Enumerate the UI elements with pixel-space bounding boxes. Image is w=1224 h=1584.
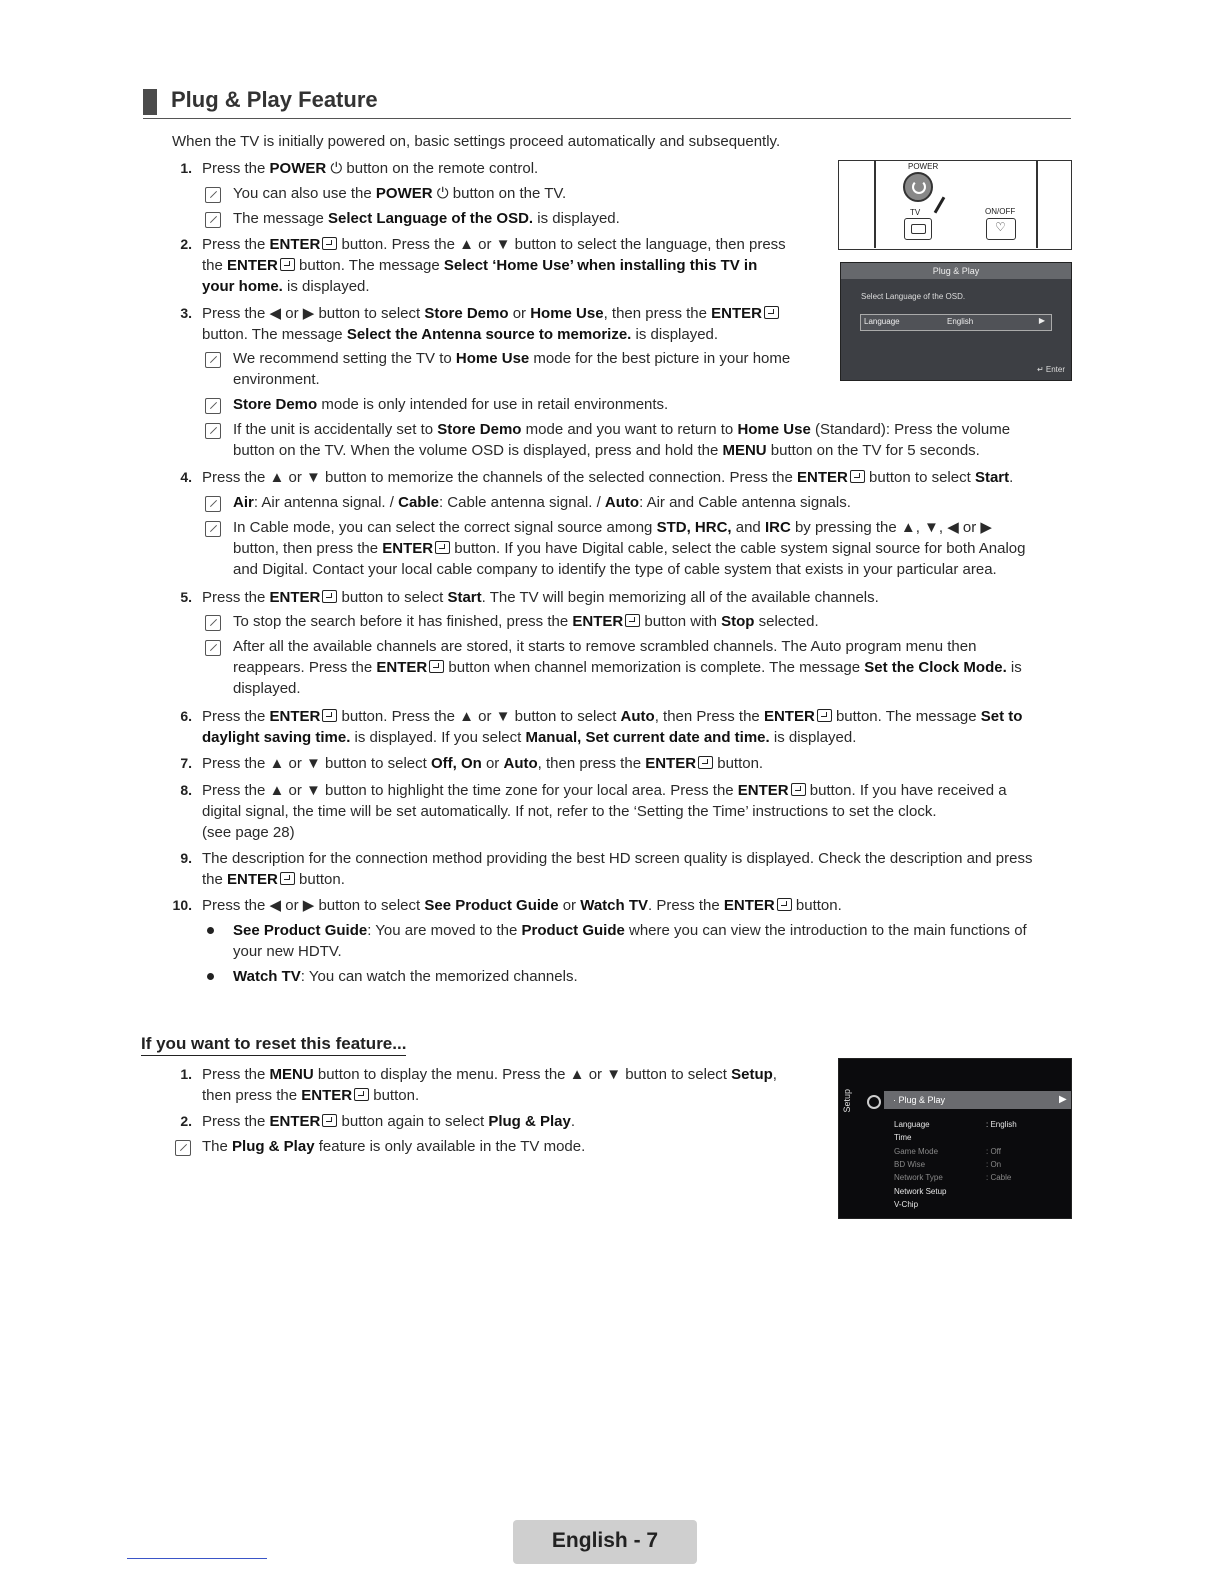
osd-side-label: Setup — [842, 1089, 852, 1113]
remote-illustration — [838, 160, 1072, 250]
enter-icon — [354, 1088, 369, 1101]
enter-icon — [322, 1114, 337, 1127]
enter-icon — [280, 872, 295, 885]
enter-icon — [777, 898, 792, 911]
enter-icon — [698, 756, 713, 769]
footer-rule — [127, 1558, 267, 1559]
pointer-arrow-icon — [934, 196, 946, 213]
osd-menu-item: Network Type — [894, 1173, 943, 1182]
note-3a: We recommend setting the TV to Home Use mode for the best picture in your home environment. — [233, 350, 791, 388]
enter-icon — [435, 541, 450, 554]
chevron-right-icon: ▶ — [1059, 1094, 1067, 1105]
step-number: 6. — [180, 708, 192, 724]
note-4b: In Cable mode, you can select the correct signal source among STD, HRC, and IRC by pressing the ▲, ▼, ◀ or ▶ button, then press the ENTER button. If you have Digital cable, select the cable system signal source for both Analog and Digital. Contact your local cable company to identify the type of cable system that exists in your particular area. — [233, 519, 1026, 578]
note-icon — [205, 521, 221, 537]
step-number: 7. — [180, 755, 192, 771]
note-1a: You can also use the POWER ⏻ button on the TV. — [233, 185, 567, 202]
enter-icon — [322, 237, 337, 250]
page-title: Plug & Play Feature — [171, 87, 378, 112]
osd-language-row — [860, 314, 1052, 331]
section-title-bar — [143, 87, 1071, 119]
step-9: The description for the connection method providing the best HD screen quality is displayed. Check the description and press the ENTER button. — [202, 850, 1033, 888]
osd-menu-item: Time — [894, 1133, 912, 1142]
osd-plug-and-play — [840, 262, 1072, 381]
enter-icon — [791, 783, 806, 796]
note-icon — [205, 496, 221, 512]
step-number: 9. — [180, 850, 192, 866]
page-number: English - 7 — [551, 1529, 659, 1552]
note-icon — [205, 423, 221, 439]
osd-menu-value: : Off — [986, 1147, 1001, 1156]
osd-setup-menu — [838, 1058, 1072, 1219]
enter-icon — [817, 709, 832, 722]
enter-icon — [322, 709, 337, 722]
osd-row-value: English — [947, 317, 974, 326]
step-8: Press the ▲ or ▼ button to highlight the time zone for your local area. Press the ENTER button. If you have received a digital signal, the time will be set automatically. If not, refer to the ‘Setting the Time’ instructions to set the clock. (see page 28) — [202, 782, 1007, 841]
bullet-watch-tv: Watch TV: You can watch the memorized channels. — [233, 968, 578, 985]
chevron-right-icon: ▶ — [1038, 316, 1045, 325]
step-1: Press the POWER ⏻ button on the remote control. — [202, 160, 539, 177]
remote-body — [874, 160, 1038, 248]
tv-button-icon — [904, 218, 932, 240]
step-2: Press the ENTER button. Press the ▲ or ▼ button to select the language, then press the ENTER button. The message Select ‘Home Use’ when installing this TV in your home. is displayed. — [202, 236, 786, 295]
osd-menu-item: V-Chip — [894, 1200, 919, 1209]
reset-heading: If you want to reset this feature... — [141, 1034, 406, 1056]
step-number: 5. — [180, 589, 192, 605]
step-number: 8. — [180, 782, 192, 798]
osd-menu-item: Game Mode — [894, 1147, 939, 1156]
step-3: Press the ◀ or ▶ button to select Store Demo or Home Use, then press the ENTER button. The message Select the Antenna source to memorize. is displayed. — [202, 303, 832, 345]
onoff-button-icon — [986, 218, 1016, 240]
reset-step-2: Press the ENTER button again to select Plug & Play. — [202, 1113, 576, 1130]
note-icon — [205, 398, 221, 414]
bullet — [207, 973, 214, 980]
note-icon — [205, 640, 221, 656]
osd-menu-item: BD Wise — [894, 1160, 926, 1169]
page-footer — [513, 1520, 697, 1564]
enter-icon — [764, 306, 779, 319]
osd-menu-item: Language — [894, 1120, 930, 1129]
intro-text: When the TV is initially powered on, basic settings proceed automatically and subsequently. — [172, 133, 781, 150]
enter-icon — [322, 590, 337, 603]
reset-note: The Plug & Play feature is only available in the TV mode. — [202, 1138, 586, 1155]
step-number: 2. — [180, 236, 192, 252]
step-7: Press the ▲ or ▼ button to select Off, On or Auto, then press the ENTER button. — [202, 755, 764, 772]
enter-icon — [625, 614, 640, 627]
tv-label: TV — [910, 208, 921, 217]
step-number: 2. — [180, 1113, 192, 1129]
power-button-icon — [903, 172, 933, 202]
step-number: 3. — [180, 305, 192, 321]
step-10: Press the ◀ or ▶ button to select See Product Guide or Watch TV. Press the ENTER button. — [202, 897, 842, 914]
note-3b: Store Demo mode is only intended for use in retail environments. — [233, 396, 669, 413]
osd-title: Plug & Play — [841, 263, 1071, 279]
osd-enter-hint: ↵ Enter — [1036, 365, 1065, 374]
note-icon — [205, 615, 221, 631]
note-5a: To stop the search before it has finished, press the ENTER button with Stop selected. — [233, 613, 819, 630]
onoff-label: ON/OFF — [985, 207, 1016, 216]
osd-menu-value: : On — [986, 1160, 1002, 1169]
gear-icon — [867, 1095, 881, 1109]
osd-message: Select Language of the OSD. — [861, 292, 966, 301]
note-3c: If the unit is accidentally set to Store Demo mode and you want to return to Home Use (Standard): Press the volume button on the TV. When the volume OSD is displayed, press and hold the MENU button on the TV for 5 seconds. — [233, 421, 1011, 459]
note-icon — [175, 1140, 191, 1156]
reset-step-1: Press the MENU button to display the menu. Press the ▲ or ▼ button to select Setup, then press the ENTER button. — [202, 1066, 777, 1104]
osd-row-label: Language — [864, 317, 900, 326]
osd-menu-value: : Cable — [986, 1173, 1012, 1182]
step-number: 4. — [180, 469, 192, 485]
step-5: Press the ENTER button to select Start. The TV will begin memorizing all of the available channels. — [202, 589, 879, 606]
step-number: 1. — [180, 160, 192, 176]
note-1b: The message Select Language of the OSD. is displayed. — [233, 210, 620, 227]
title-marker — [143, 89, 157, 115]
enter-icon — [280, 258, 295, 271]
enter-icon — [850, 470, 865, 483]
note-icon — [205, 352, 221, 368]
note-4a: Air: Air antenna signal. / Cable: Cable antenna signal. / Auto: Air and Cable antenna signals. — [233, 494, 851, 511]
step-6: Press the ENTER button. Press the ▲ or ▼ button to select Auto, then Press the ENTER button. The message Set to daylight saving time. is displayed. If you select Manual, Set current date and time. is displayed. — [202, 708, 1023, 746]
step-number: 1. — [180, 1066, 192, 1082]
note-icon — [205, 187, 221, 203]
osd-menu-value: : English — [986, 1120, 1017, 1129]
note-icon — [205, 212, 221, 228]
bullet — [207, 927, 214, 934]
bullet-see-product-guide: See Product Guide: You are moved to the Product Guide where you can view the introduction to the main functions of your new HDTV. — [233, 922, 1027, 960]
osd-highlight-text: · Plug & Play — [893, 1095, 946, 1105]
osd-menu-item: Network Setup — [894, 1187, 947, 1196]
enter-icon — [429, 660, 444, 673]
step-number: 10. — [172, 897, 192, 913]
power-label: POWER — [908, 162, 939, 171]
note-5b: After all the available channels are stored, it starts to remove scrambled channels. The Auto program menu then reappears. Press the ENTER button when channel memorization is complete. The message Set the Clock Mode. is displayed. — [233, 638, 1022, 697]
step-4: Press the ▲ or ▼ button to memorize the channels of the selected connection. Press the ENTER button to select Start. — [202, 469, 1014, 486]
